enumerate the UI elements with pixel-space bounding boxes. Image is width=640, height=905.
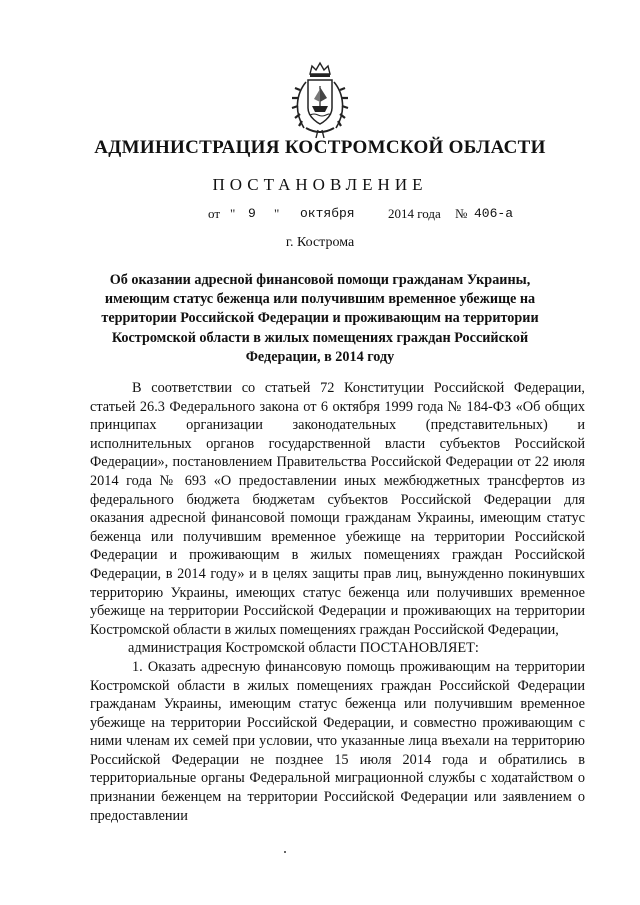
date-year: 2014 года [388,206,441,221]
decree-line: администрация Костромской области ПОСТАНОВЛЯЕТ: [128,640,479,657]
document-number: 406-а [474,206,514,221]
page-mark [284,851,286,853]
date-day: 9 [248,206,256,221]
date-close-quote: " [274,206,280,221]
document-body [90,379,585,825]
item-1-paragraph: 1. Оказать адресную финансовую помощь проживающим на территории Костромской области в жилых помещениях граждан Российской Федерации гражданам Украины, имеющим статус беженца или получившим временное убежище на территории Российской Федерации, и совместно проживающим с ними членам их семей при условии, что указанные лица въехали на территорию Российской Федерации не позднее 15 июля 2014 года и обратились в территориальные органы Федеральной миграционной службы с ходатайством о признании беженцем на территории Российской Федерации или заявлением о предоставлении [90,658,585,824]
document-type-title: ПОСТАНОВЛЕНИЕ [212,175,428,194]
kostroma-coat-of-arms-icon [288,60,352,140]
date-open-quote: " [230,206,236,221]
date-month: октября [300,206,355,221]
organization-title: АДМИНИСТРАЦИЯ КОСТРОМСКОЙ ОБЛАСТИ [94,137,546,158]
document-subject: Об оказании адресной финансовой помощи гражданам Украины, имеющим статус беженца или получившим временное убежище на территории Российской Федерации и проживающим на территории Костромской области в жилых помещениях граждан Российской Федерации, в 2014 году [101,272,539,365]
city-line: г. Кострома [285,235,355,250]
number-sign: № [455,206,468,221]
date-prefix: от [208,206,221,221]
preamble-paragraph: В соответствии со статьей 72 Конституции Российской Федерации, статьей 26.3 Федерального закона от 6 октября 1999 года № 184-ФЗ «Об общих принципах организации законодательных (представительных) и исполнительных органов государственной власти субъектов Российской Федерации», постановлением Правительства Российской Федерации от 22 июля 2014 года № 693 «О предоставлении иных межбюджетных трансфертов из федерального бюджета бюджетам субъектов Российской Федерации для оказания адресной финансовой помощи гражданам Украины, имеющим статус беженца или получившим временное убежище на территории Российской Федерации и проживающим в жилых помещениях граждан Российской Федерации, в 2014 году» и в целях защиты прав лиц, вынужденно покинувших территорию Украины, имеющих статус беженца или получивших временное убежище на территории Российской Федерации и проживающих на территории Костромской области в жилых помещениях граждан Российской Федерации, [90,380,585,638]
